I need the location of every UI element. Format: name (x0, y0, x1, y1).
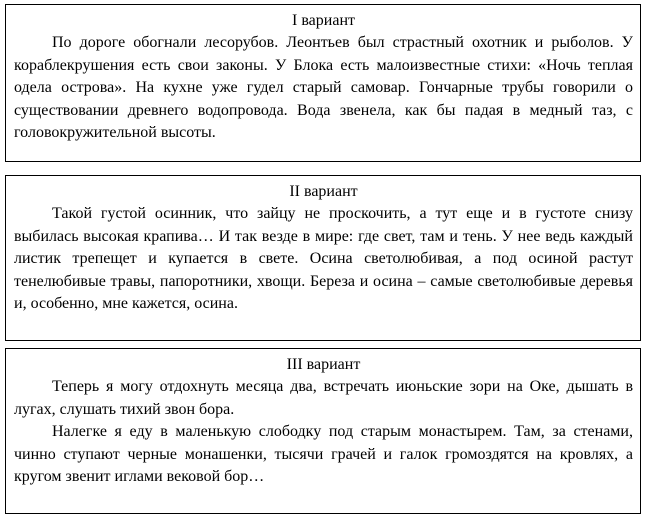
variant-3-title: III вариант (286, 356, 361, 373)
variant-3-paragraph-2: Налегке я еду в маленькую слободку под старым монастырем. Там, за стенами, чинно ступают черные монашенки, тысячи грачей и галок громоздятся на кровлях, а кругом звенит иглами вековой бор… (14, 423, 633, 486)
variant-2-box (5, 175, 641, 341)
variant-2-title: II вариант (289, 183, 358, 200)
variant-1-paragraph-1: По дороге обогнали лесорубов. Леонтьев был страстный охотник и рыболов. У кораблекрушения есть свои законы. У Блока есть малоизвестные стихи: «Ночь теплая одела острова». На кухне уже гудел старый самовар. Гончарные трубы говорили о существовании древнего водопровода. Вода звенела, как бы падая в медный таз, с головокружительной высоты. (14, 34, 633, 142)
variant-2-paragraph-1: Такой густой осинник, что зайцу не проскочить, а тут еще и в густоте снизу выбилась высокая крапива… И так везде в мире: где свет, там и тень. У нее ведь каждый листик трепещет и купается в свете. Осина светолюбивая, а под осиной растут тенелюбивые травы, папоротники, хвощи. Береза и осина – самые светолюбивые деревья и, особенно, мне кажется, осина. (14, 205, 633, 313)
variant-3-paragraph-1: Теперь я могу отдохнуть месяца два, встречать июньские зори на Оке, дышать в лугах, слушать тихий звон бора. (14, 378, 633, 418)
variant-1-title: I вариант (292, 12, 355, 29)
variant-3-box (5, 348, 641, 514)
variant-1-box (5, 4, 641, 162)
